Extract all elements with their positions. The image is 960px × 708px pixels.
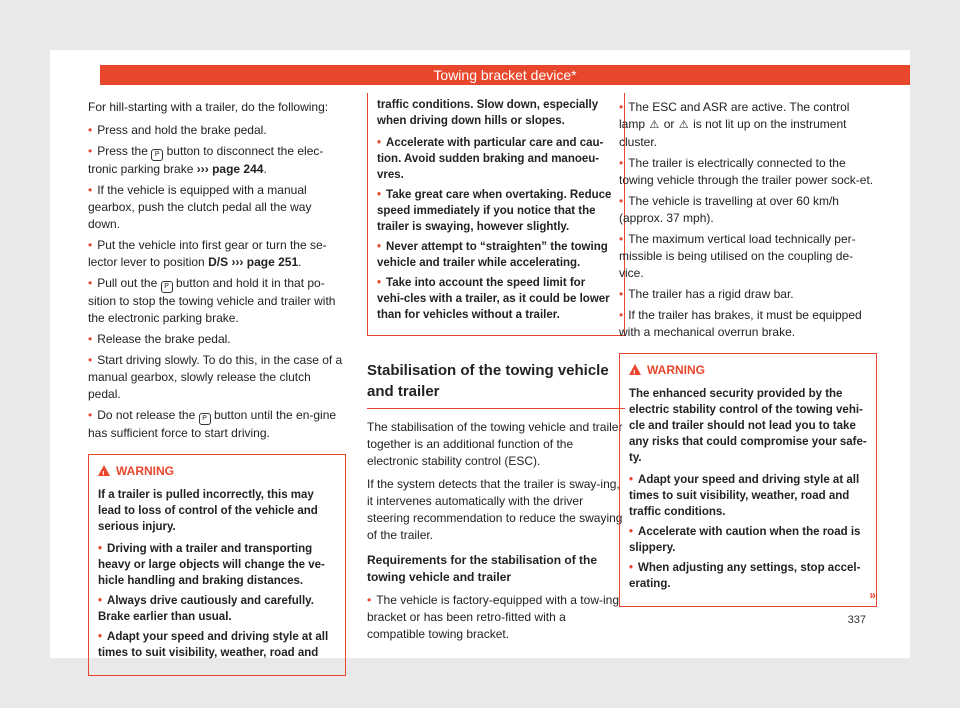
esc-lamp-icon: ⚠ (649, 119, 660, 131)
paragraph: The stabilisation of the towing vehicle and trailer together is an additional function of the electronic stability control (ESC). (367, 420, 623, 468)
step-6: • Release the brake pedal. (88, 331, 346, 348)
requirement-item: • The trailer is electrically connected to the towing vehicle through the trailer power sock-et. (619, 155, 877, 189)
requirement-item: • The maximum vertical load technically per-missible is being utilised on the coupling de-vice. (619, 231, 877, 282)
warning-intro: If a trailer is pulled incorrectly, this may lead to loss of control of the vehicle and serious injury. (98, 489, 318, 533)
warning-triangle-icon (629, 364, 641, 375)
requirement-item: • The ESC and ASR are active. The control lamp ⚠ or ⚠ is not lit up on the instrument cluster. (619, 99, 877, 151)
step-2: • Press the P button to disconnect the elec-tronic parking brake ››› page 244. (88, 143, 346, 178)
requirement-item: • The vehicle is factory-equipped with a tow-ing bracket or has been retro-fitted with a compatible towing bracket. (367, 592, 625, 643)
warning-triangle-icon (98, 465, 110, 476)
warning-item: • Never attempt to “straighten” the towing vehicle and trailer while accelerating. (377, 239, 615, 271)
intro-text: For hill-starting with a trailer, do the following: (88, 100, 329, 114)
warning-item: • Accelerate with particular care and cau-tion. Avoid sudden braking and manoeu-vres. (377, 135, 615, 183)
requirement-item: • The vehicle is travelling at over 60 km/h (approx. 37 mph). (619, 193, 877, 227)
requirement-item: • The trailer has a rigid draw bar. (619, 286, 877, 303)
step-8: • Do not release the P button until the en-gine has sufficient force to start driving. (88, 407, 346, 442)
step-4: • Put the vehicle into first gear or turn the se-lector lever to position D/S ››› page 251. (88, 237, 346, 271)
warning-box (88, 454, 346, 676)
continued-marker: » (869, 588, 876, 602)
warning-intro: The enhanced security provided by the electric stability control of the towing vehi-cle and trailer should not lead you to take any risks that could compromise your safe-ty. (629, 388, 867, 464)
step-3: • If the vehicle is equipped with a manual gearbox, push the clutch pedal all the way down. (88, 182, 346, 233)
warning-item: • Driving with a trailer and transporting heavy or large objects will change the ve-hicle handling and braking distances. (98, 541, 336, 589)
warning-header: !WARNING (629, 362, 867, 379)
esc-off-lamp-icon: ⚠ (678, 119, 689, 131)
warning-item: • Adapt your speed and driving style at all times to suit visibility, weather, road and (98, 629, 336, 661)
column-2 (367, 99, 625, 647)
page-number: 337 (847, 614, 866, 626)
warning-item: • Always drive cautiously and carefully. Brake earlier than usual. (98, 593, 336, 625)
column-3 (619, 99, 877, 607)
warning-item: • Adapt your speed and driving style at all times to suit visibility, weather, road and traffic conditions. (629, 472, 867, 520)
section-header: Towing bracket device* (100, 65, 910, 85)
warning-box-continued: traffic conditions. Slow down, especially when driving down hills or slopes. • Accelerate with particular care and cau-tion. Avoid sudden braking and manoeu-vres. • Take great care when overtaking. Reduce speed immediately if you notice that the trailer is swaying, however slightly. • Never attempt to “straighten” the towing vehicle and trailer while accelerating. • Take into account the speed limit for vehi-cles with a trailer, as it could be lower than for vehicles without a trailer. (367, 93, 625, 336)
warning-item: • Take into account the speed limit for vehi-cles with a trailer, as it could be lower than for vehicles without a trailer. (377, 275, 615, 323)
requirements-heading: Requirements for the stabilisation of the towing vehicle and trailer (367, 553, 598, 584)
column-1 (88, 99, 346, 676)
page-ref-link[interactable]: ››› page 251 (231, 255, 299, 269)
warning-item: • When adjusting any settings, stop accel-erating. (629, 560, 867, 592)
warning-box (619, 353, 877, 607)
requirement-item: • If the trailer has brakes, it must be equipped with a mechanical overrun brake. (619, 307, 877, 341)
page-ref-link[interactable]: ››› page 244 (196, 162, 264, 176)
step-1: • Press and hold the brake pedal. (88, 122, 346, 139)
warning-header: !WARNING (98, 463, 336, 480)
warning-item: • Take great care when overtaking. Reduce speed immediately if you notice that the trailer is swaying, however slightly. (377, 187, 615, 235)
step-7: • Start driving slowly. To do this, in the case of a manual gearbox, slowly release the clutch pedal. (88, 352, 346, 403)
step-5: • Pull out the P button and hold it in that po-sition to stop the towing vehicle and trailer with the electronic parking brake. (88, 275, 346, 327)
parking-brake-button-icon: P (161, 281, 173, 293)
parking-brake-button-icon: P (151, 149, 163, 161)
warning-item: • Accelerate with caution when the road is slippery. (629, 524, 867, 556)
section-heading: Stabilisation of the towing vehicle and trailer (367, 360, 625, 409)
parking-brake-button-icon: P (199, 413, 211, 425)
manual-page (50, 50, 910, 658)
paragraph: If the system detects that the trailer is sway-ing, it intervenes automatically with the driver steering recommendation to reduce the swaying of the trailer. (367, 477, 623, 542)
